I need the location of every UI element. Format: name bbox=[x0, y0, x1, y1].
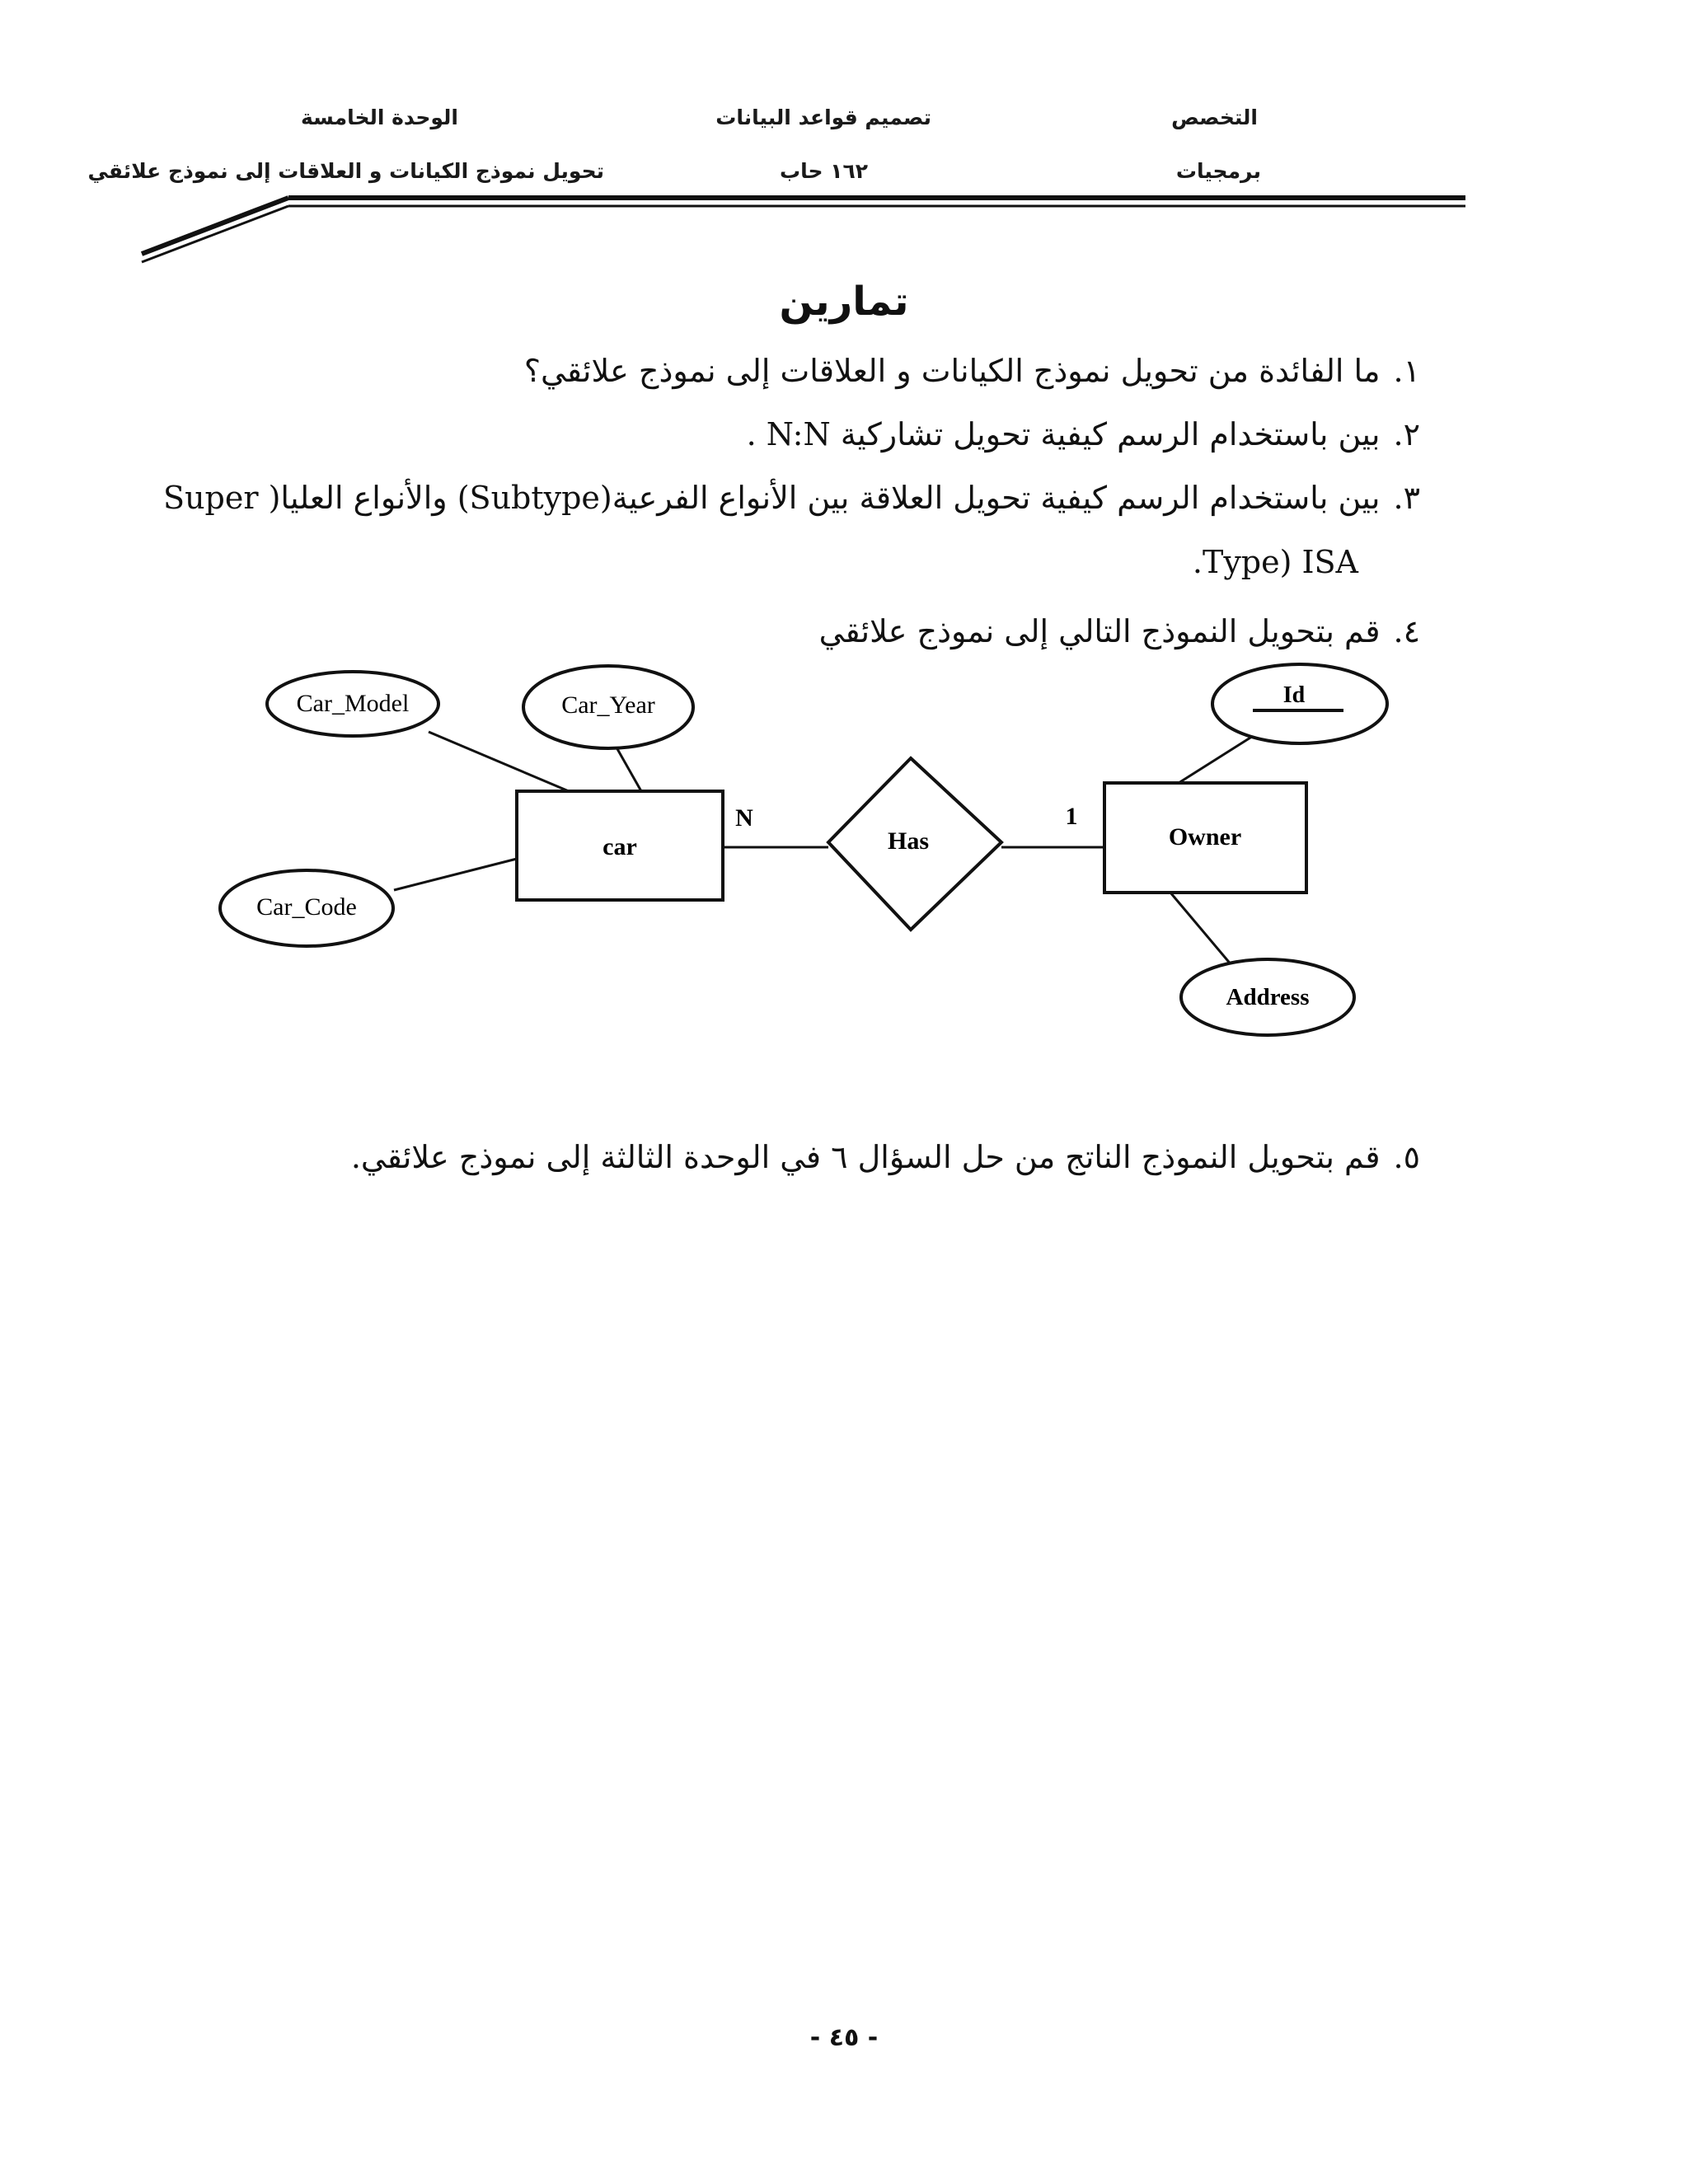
er-diagram bbox=[0, 651, 1688, 1096]
question-3-number: ٣. bbox=[1393, 480, 1420, 516]
question-2 bbox=[747, 416, 1420, 452]
question-5-text: قم بتحويل النموذج الناتج من حل السؤال ٦ في الوحدة الثالثة إلى نموذج علائقي. bbox=[350, 1139, 1381, 1175]
question-5 bbox=[351, 1139, 1420, 1175]
entity-owner-label: Owner bbox=[1168, 823, 1242, 851]
question-4-text: قم بتحويل النموذج التالي إلى نموذج علائقي bbox=[818, 613, 1381, 649]
question-1-number: ١. bbox=[1393, 353, 1420, 389]
page-number: - ٤٥ - bbox=[809, 2023, 879, 2052]
question-1-text: ما الفائدة من تحويل نموذج الكيانات و العلاقات إلى نموذج علائقي؟ bbox=[523, 353, 1381, 389]
question-3-text: بين باستخدام الرسم كيفية تحويل العلاقة بين الأنواع الفرعية(Subtype) والأنواع العليا( Super bbox=[163, 480, 1381, 516]
question-3-continuation: Type) ISA. bbox=[1192, 544, 1358, 580]
question-4-number: ٤. bbox=[1393, 613, 1420, 649]
page-title: تمارين bbox=[779, 279, 909, 325]
header-right-value: برمجيات bbox=[1175, 159, 1261, 183]
attr-car-year-label: Car_Year bbox=[561, 691, 655, 719]
cardinality-car: N bbox=[735, 804, 753, 832]
attr-car-code-label: Car_Code bbox=[256, 893, 357, 921]
attr-car-model-label: Car_Model bbox=[296, 690, 410, 717]
attr-address-label: Address bbox=[1226, 984, 1310, 1010]
question-2-text: بين باستخدام الرسم كيفية تحويل تشاركية N:N . bbox=[746, 416, 1381, 452]
header-center-value: ١٦٢ حاب bbox=[779, 159, 868, 183]
entity-car-label: car bbox=[603, 833, 637, 860]
attr-id-label: Id bbox=[1282, 682, 1306, 708]
question-1 bbox=[524, 353, 1420, 389]
header-center-label: تصميم قواعد البيانات bbox=[715, 105, 931, 129]
cardinality-owner: 1 bbox=[1065, 803, 1078, 830]
question-3 bbox=[163, 480, 1420, 516]
question-5-number: ٥. bbox=[1393, 1139, 1420, 1175]
header-rule bbox=[0, 0, 1688, 280]
question-2-number: ٢. bbox=[1393, 416, 1420, 452]
header-right-label: التخصص bbox=[1171, 105, 1258, 129]
header-left-value: تحويل نموذج الكيانات و العلاقات إلى نموذج علائقي bbox=[87, 159, 604, 183]
relationship-has-label: Has bbox=[887, 827, 930, 855]
header-left-label: الوحدة الخامسة bbox=[301, 105, 458, 129]
question-4 bbox=[819, 613, 1420, 649]
